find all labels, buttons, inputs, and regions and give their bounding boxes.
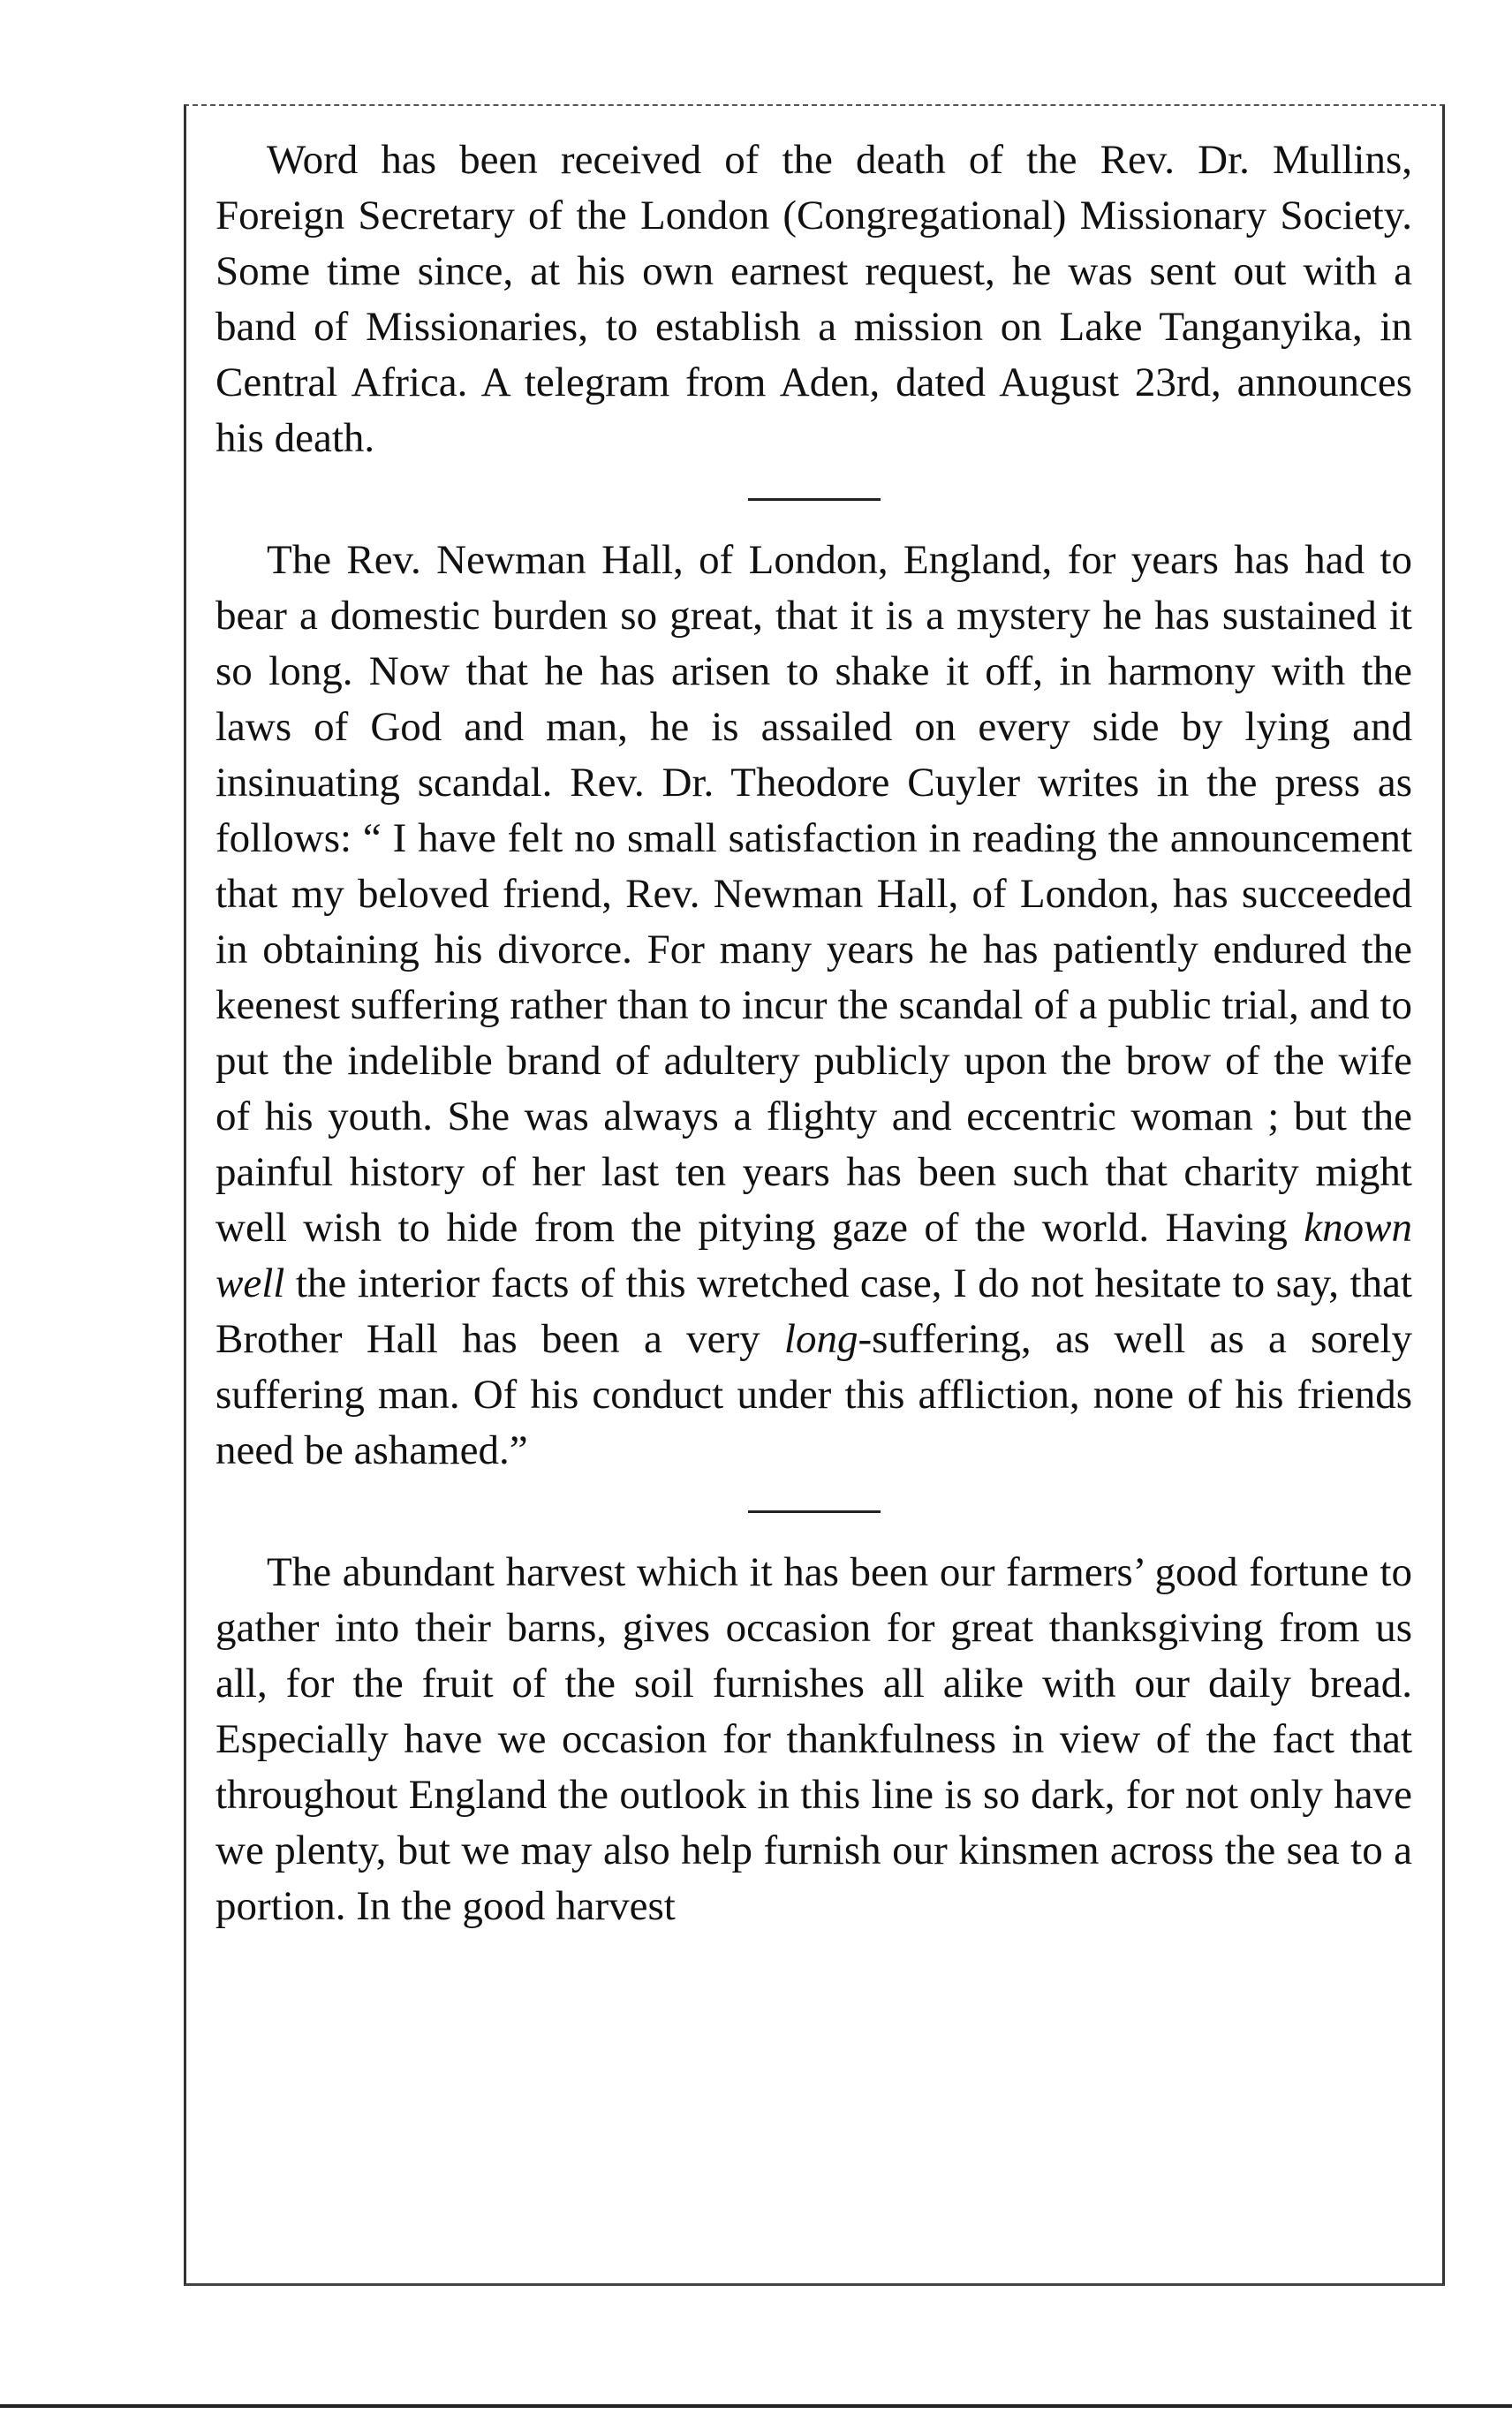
bottom-rule xyxy=(0,2404,1512,2408)
paragraph-harvest xyxy=(215,1545,1412,1934)
paragraph-text: -suffering, as well as a sorely suffering man. Of his conduct under this affliction, none of his friends need be ashamed.” xyxy=(215,1316,1412,1473)
paragraph-text: Word has been received of the death of the Rev. Dr. Mullins, Foreign Secretary of the London (Congregational) Missionary Society. Some time since, at his own earnest request, he was sent out with a band of Missionaries, to establish a mission on Lake Tanganyika, in Central Africa. A telegram from Aden, dated August 23rd, announces his death. xyxy=(215,137,1412,461)
italic-phrase: long xyxy=(783,1316,858,1362)
paragraph-mullins xyxy=(215,132,1412,466)
article-column xyxy=(215,132,1412,1934)
paragraph-text: The Rev. Newman Hall, of London, England, for years has had to bear a domestic burden so great, that it is a mystery he has sustained it so long. Now that he has arisen to shake it off, in harmony with the laws of God and man, he is assailed on every side by lying and insinuating scandal. Rev. Dr. Theodore Cuyler writes in the press as follows: “ I have felt no small satisfaction in reading the announcement that my beloved friend, Rev. Newman Hall, of London, has succeeded in obtaining his divorce. For many years he has patiently endured the keenest suffering rather than to incur the scandal of a public trial, and to put the indelible brand of adultery publicly upon the brow of the wife of his youth. She was always a flighty and eccentric woman ; but the painful history of her last ten years has been such that charity might well wish to hide from the pitying gaze of the world. Having xyxy=(215,537,1412,1251)
paragraph-text: the interior facts of this wretched case, I do not hesitate to say, that Brother Hall has been a very xyxy=(215,1260,1412,1362)
section-divider xyxy=(748,498,881,501)
paragraph-text: The abundant harvest which it has been our farmers’ good fortune to gather into their barns, gives occasion for great thanksgiving from us all, for the fruit of the soil furnishes all alike with our daily bread. Especially have we occasion for thankfulness in view of the fact that throughout England the outlook in this line is so dark, for not only have we plenty, but we may also help furnish our kinsmen across the sea to a portion. In the good harvest xyxy=(215,1549,1412,1929)
paragraph-newman-hall xyxy=(215,533,1412,1479)
italic-phrase: known well xyxy=(215,1205,1412,1306)
section-divider xyxy=(748,1510,881,1513)
